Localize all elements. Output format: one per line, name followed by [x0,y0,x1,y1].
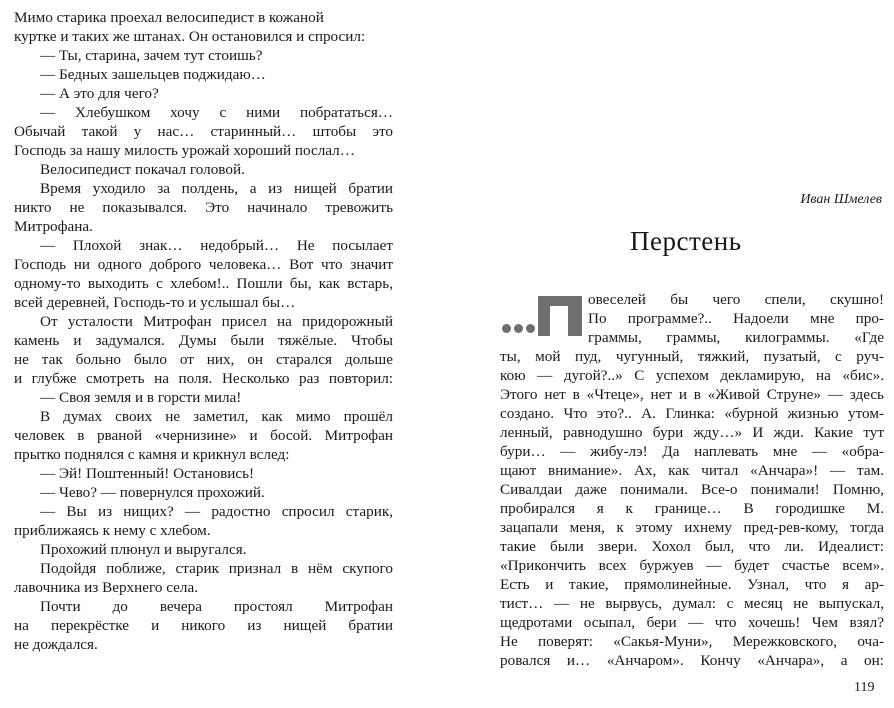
text-line: не дождался. [14,636,98,653]
text-line: Мимо старика проехал велосипедист в кожаной [14,9,324,26]
text-line: одному-то выходить с хлебом!.. Пошли бы, как встарь, [14,275,393,292]
text-line: всей деревней, Господь-то и услышал бы… [14,294,296,311]
text-line: ровался и… «Анчаром». Кончу «Анчара», а он: [500,652,884,669]
text-line: ленный, равнодушно бури жду…» И жди. Какие тут [500,424,884,441]
text-line: создано. Что это?.. А. Глинка: «бурной жизнью утом- [500,405,884,422]
text-line: — Хлебушком хочу с ними побрататься… [40,104,393,121]
text-line: Господь за нашу милость урожай хороший послал… [14,142,355,159]
text-line: — Своя земля и в горсти мила! [40,389,242,406]
text-line: бури… — жибу-лэ! Да наплевать мне — «обра- [500,443,884,460]
text-line: граммы, граммы, килограммы. «Где [588,329,884,346]
text-line: пробирался я к границе… В городишке М. [500,500,884,517]
text-line: Не поверят: «Сакья-Муни», Мережковского, оча- [500,633,884,650]
page-number: 119 [854,680,875,695]
text-line: Этого нет в «Чтеце», нет и в «Живой Струне» — здесь [500,386,884,403]
text-line: — Чево? — повернулся прохожий. [40,484,265,501]
text-line: Сивалдаи даже понимали. Все-о понимали! Помню, [500,481,884,498]
text-line: куртке и таких же штанах. Он остановился и спросил: [14,28,366,45]
text-line: — Эй! Поштенный! Остановись! [40,465,255,482]
text-line: щают внимание». Ах, как читал «Анчара»! — там. [500,462,884,479]
text-line: приближаясь к нему с хлебом. [14,522,211,539]
text-line: — Плохой знак… недобрый… Не посылает [40,237,393,254]
text-line: кою — дугой?..» С успехом декламирую, на «бис». [500,367,884,384]
text-line: В думах своих не заметил, как мимо прошёл [40,408,393,425]
text-line: Время уходило за полдень, а из нищей братии [40,180,393,197]
text-line: Обычай такой у нас… старинный… штобы это [14,123,393,140]
text-line: ты, мой пуд, чугунный, тяжкий, пузатый, с руч- [500,348,884,365]
text-line: — Бедных зашельцев поджидаю… [40,66,266,83]
text-line: Господь ни одного доброго человека… Вот что значит [14,256,393,273]
text-line: Есть и такие, прямолинейные. Узнал, что я ар- [500,576,884,593]
drop-cap-ornament [502,296,584,336]
text-line: такие были звери. Хохол был, что ли. Идеалист: [500,538,884,555]
text-line: От усталости Митрофан присел на придорожный [40,313,393,330]
text-line: зацапали меня, к этому ихнему пред-рев-кому, тогда [500,519,884,536]
text-line: Прохожий плюнул и выругался. [40,541,247,558]
text-line: По программе?.. Надоели мне про- [588,310,884,327]
text-line: человек в рваной «чернизине» и босой. Митрофан [14,427,393,444]
text-line: — А это для чего? [40,85,159,102]
author-name: Иван Шмелев [800,192,882,207]
text-line: никто не показывался. Это начинало тревожить [14,199,393,216]
text-line: лавочника из Верхнего села. [14,579,199,596]
text-line: не так больно было от них, он старался дольше [14,351,393,368]
text-line: и глубже смотреть на поля. Несколько раз повторил: [14,370,393,387]
text-line: «Прикончить всех буржуев — будет счастье всем». [500,557,884,574]
text-line: Велосипедист покачал головой. [40,161,245,178]
text-line: Почти до вечера простоял Митрофан [40,598,393,615]
text-line: — Ты, старина, зачем тут стоишь? [40,47,263,64]
text-line: Митрофана. [14,218,93,235]
text-line: на перекрёстке и никого из нищей братии [14,617,393,634]
text-line: щедротами осыпал, бери — что хочешь! Чем взял? [500,614,884,631]
story-title: Перстень [630,226,742,256]
text-line: камень и задумался. Думы были тяжёлые. Чтобы [14,332,393,349]
text-line: тист… — не вырвусь, думал: с месяц не выпускал, [500,595,884,612]
text-line: прытко поднялся с камня и крикнул вслед: [14,446,290,463]
text-line: — Вы из нищих? — радостно спросил старик, [40,503,393,520]
text-line: овеселей бы чего спели, скушно! [588,291,884,308]
text-line: Подойдя поближе, старик признал в нём скупого [40,560,393,577]
